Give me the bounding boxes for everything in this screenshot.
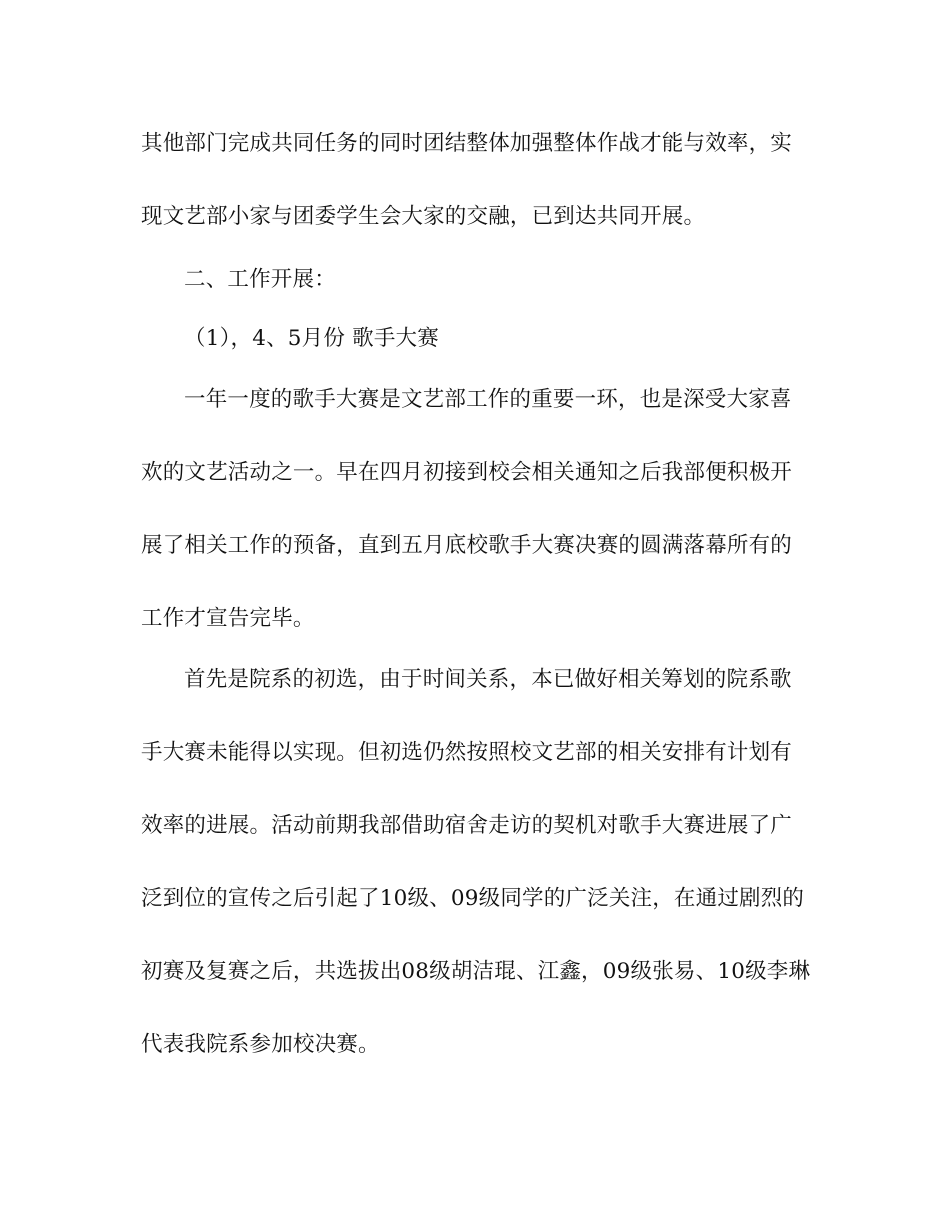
text-line: 效率的进展。活动前期我部借助宿舍走访的契机对歌手大赛进展了广 (141, 813, 793, 838)
text-line: 代表我院系参加校决赛。 (141, 1032, 380, 1057)
paragraph-start-line: 首先是院系的初选，由于时间关系，本已做好相关筹划的院系歌 (184, 667, 792, 692)
text-line: 初赛及复赛之后，共选拔出08级胡洁琨、江鑫，09级张易、10级李琳 (141, 959, 811, 984)
text-line: 展了相关工作的预备，直到五月底校歌手大赛决赛的圆满落幕所有的 (141, 533, 793, 558)
text-line: 手大赛未能得以实现。但初选仍然按照校文艺部的相关安排有计划有 (141, 740, 793, 765)
section-heading: 二、工作开展： (184, 267, 336, 292)
text-line: 工作才宣告完毕。 (141, 606, 315, 631)
text-line: 其他部门完成共同任务的同时团结整体加强整体作战才能与效率，实 (141, 131, 793, 156)
text-line: 欢的文艺活动之一。早在四月初接到校会相关通知之后我部便积极开 (141, 460, 793, 485)
text-line: 现文艺部小家与团委学生会大家的交融，已到达共同开展。 (141, 204, 706, 229)
text-line: 泛到位的宣传之后引起了10级、09级同学的广泛关注，在通过剧烈的 (141, 886, 805, 911)
subsection-heading: （1），4、5月份 歌手大赛 (184, 326, 439, 351)
paragraph-start-line: 一年一度的歌手大赛是文艺部工作的重要一环，也是深受大家喜 (184, 387, 792, 412)
